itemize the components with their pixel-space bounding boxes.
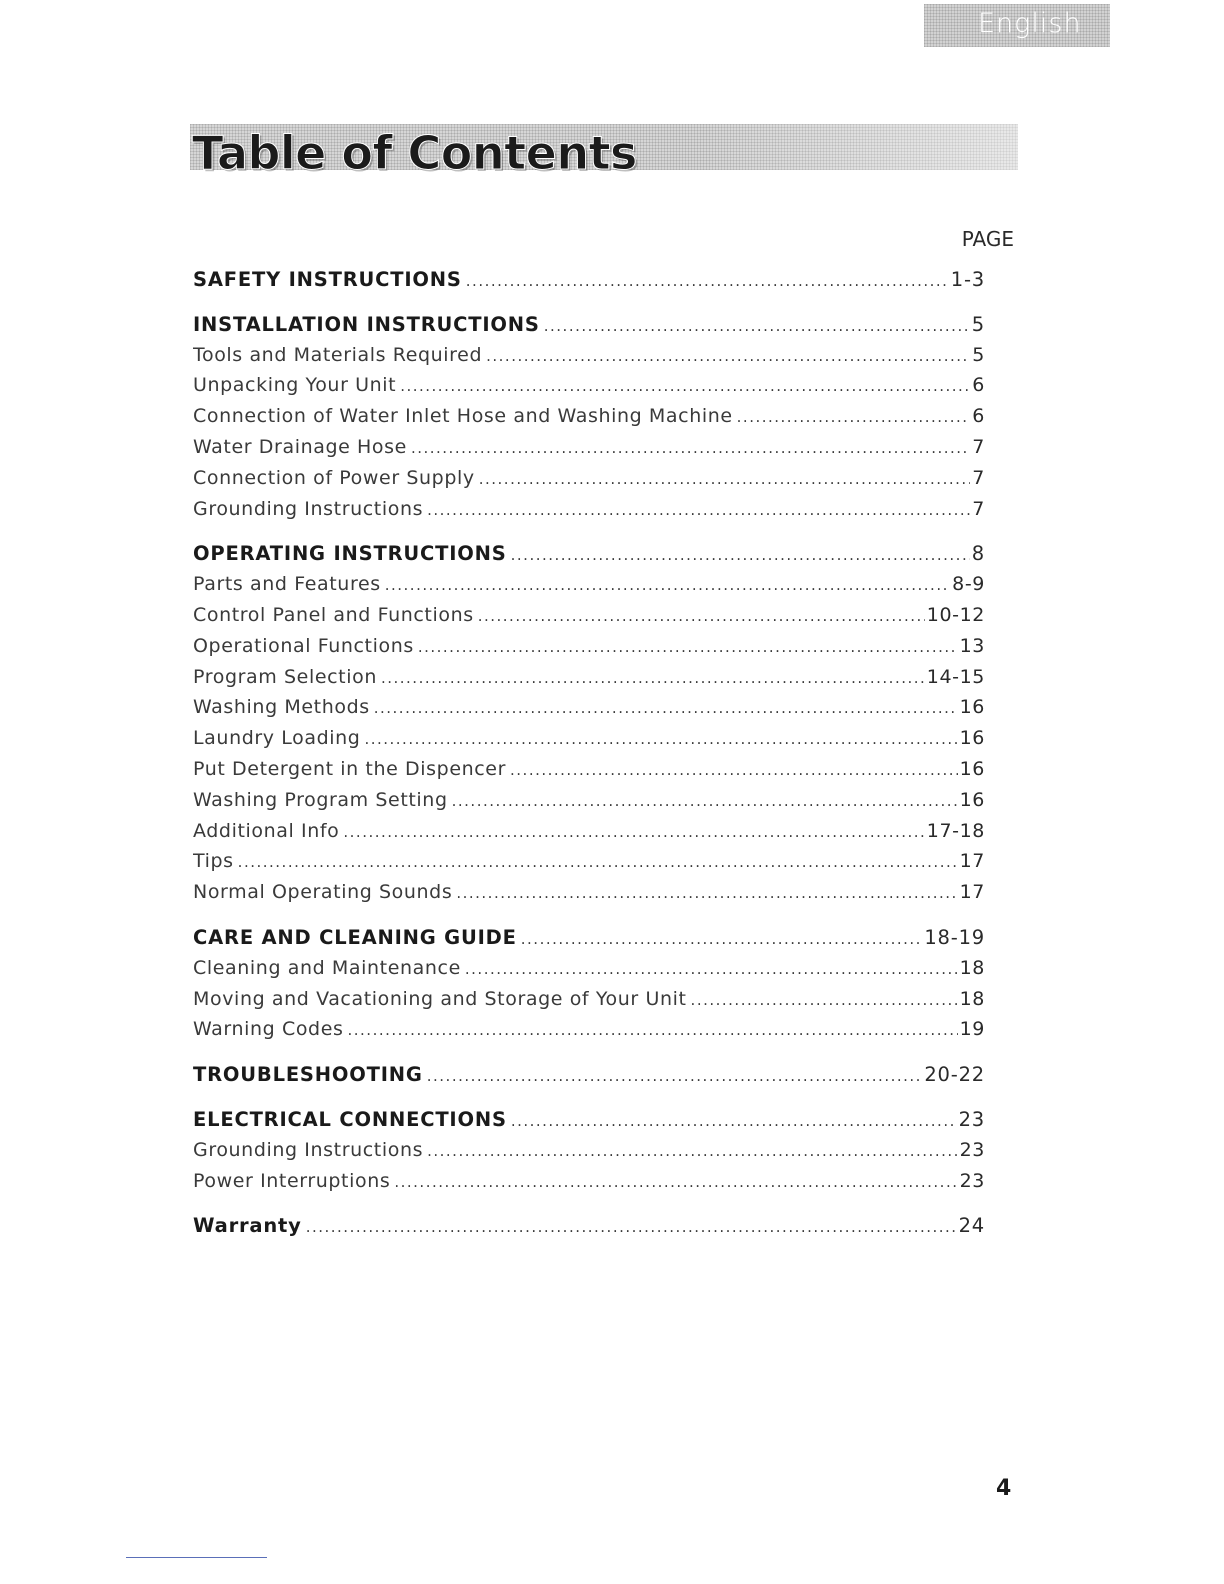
toc-entry	[193, 374, 985, 405]
toc-section-entry	[193, 1063, 985, 1094]
toc-entry-label: Tools and Materials Required	[193, 343, 483, 366]
toc-section-entry	[193, 1214, 985, 1245]
toc-entry-page: 24	[958, 1214, 985, 1238]
toc-entry	[193, 727, 985, 758]
toc-entry-page: 13	[959, 634, 985, 657]
toc-entry-label: INSTALLATION INSTRUCTIONS	[193, 312, 540, 336]
toc-entry-page: 10-12	[926, 603, 985, 626]
toc-entry	[193, 789, 985, 820]
toc-entry-label: Cleaning and Maintenance	[193, 956, 461, 979]
toc-entry-page: 6	[972, 374, 985, 397]
toc-entry	[193, 604, 985, 635]
page-title: Table of Contents	[192, 126, 637, 180]
toc-entry-page: 16	[959, 696, 985, 719]
toc-entry-label: Parts and Features	[193, 573, 381, 596]
dot-leader	[385, 576, 950, 594]
toc-entry-page: 6	[972, 405, 985, 428]
toc-entry-label: Washing Program Setting	[193, 788, 448, 811]
toc-entry	[193, 573, 985, 604]
toc-entry	[193, 635, 985, 666]
toc-entry-page: 8	[971, 542, 985, 566]
toc-entry-label: Washing Methods	[193, 696, 370, 719]
toc-entry-label: Grounding Instructions	[193, 497, 424, 520]
language-label: English	[978, 8, 1082, 39]
toc-entry-page: 23	[958, 1107, 985, 1131]
dot-leader	[427, 1142, 958, 1160]
toc-section-entry	[193, 542, 985, 573]
dot-leader	[691, 991, 958, 1009]
toc-entry-page: 18	[959, 956, 985, 979]
dot-leader	[486, 347, 970, 365]
toc-section-entry	[193, 268, 985, 299]
dot-leader	[452, 792, 958, 810]
toc-entry-page: 7	[972, 466, 985, 489]
toc-entry-label: SAFETY INSTRUCTIONS	[193, 268, 462, 291]
toc-entry-label: TROUBLESHOOTING	[193, 1063, 423, 1087]
toc-entry-label: Connection of Power Supply	[193, 466, 475, 489]
toc-entry	[193, 666, 985, 697]
dot-leader	[427, 1067, 923, 1085]
toc-entry-page: 23	[959, 1169, 985, 1192]
toc-entry	[193, 850, 985, 881]
toc-section-entry	[193, 926, 985, 957]
toc-entry	[193, 467, 985, 498]
dot-leader	[381, 669, 925, 687]
toc-entry-page: 1-3	[950, 268, 985, 291]
toc-entry-label: Warning Codes	[193, 1018, 344, 1041]
toc-entry-label: Water Drainage Hose	[193, 435, 407, 458]
dot-leader	[394, 1173, 957, 1191]
dot-leader	[348, 1021, 958, 1039]
toc-entry-page: 19	[959, 1018, 985, 1041]
page-column-label: PAGE	[961, 227, 1014, 251]
dot-leader	[306, 1218, 957, 1236]
toc-entry-label: OPERATING INSTRUCTIONS	[193, 542, 507, 566]
toc-entry	[193, 1139, 985, 1170]
toc-entry-page: 16	[959, 788, 985, 811]
toc-entry-label: Warranty	[193, 1214, 302, 1238]
dot-leader	[238, 853, 958, 871]
table-of-contents	[193, 268, 985, 1245]
toc-entry-page: 18	[959, 987, 985, 1010]
toc-entry-label: Moving and Vacationing and Storage of Your Unit	[193, 987, 687, 1010]
dot-leader	[343, 823, 924, 841]
toc-entry-label: Tips	[193, 850, 234, 873]
dot-leader	[418, 638, 958, 656]
toc-entry-label: Connection of Water Inlet Hose and Washing Machine	[193, 405, 733, 428]
toc-entry-page: 17	[959, 881, 985, 904]
toc-entry	[193, 436, 985, 467]
dot-leader	[511, 546, 970, 564]
page-number: 4	[996, 1476, 1012, 1501]
dot-leader	[456, 884, 957, 902]
toc-entry-label: CARE AND CLEANING GUIDE	[193, 925, 517, 949]
toc-entry-page: 16	[959, 757, 985, 780]
dot-leader	[411, 439, 970, 457]
toc-entry-label: Unpacking Your Unit	[193, 374, 397, 397]
dot-leader	[466, 272, 949, 290]
toc-section-entry	[193, 1108, 985, 1139]
toc-entry-label: Power Interruptions	[193, 1169, 391, 1192]
toc-entry-page: 23	[959, 1138, 985, 1161]
dot-leader	[737, 408, 971, 426]
toc-entry-label: Grounding Instructions	[193, 1138, 424, 1161]
dot-leader	[511, 1112, 957, 1130]
toc-entry-label: Put Detergent in the Dispencer	[193, 757, 507, 780]
toc-entry-label: ELECTRICAL CONNECTIONS	[193, 1107, 507, 1131]
toc-entry-label: Laundry Loading	[193, 727, 361, 750]
toc-entry-page: 20-22	[924, 1063, 985, 1087]
toc-entry	[193, 1170, 985, 1201]
dot-leader	[364, 730, 957, 748]
toc-section-entry	[193, 313, 985, 344]
toc-entry	[193, 881, 985, 912]
toc-entry-page: 5	[972, 343, 985, 366]
toc-entry-page: 17	[959, 850, 985, 873]
toc-entry-page: 18-19	[924, 925, 985, 949]
toc-entry	[193, 820, 985, 851]
toc-entry	[193, 344, 985, 375]
dot-leader	[465, 960, 958, 978]
toc-entry-page: 17-18	[926, 819, 985, 842]
dot-leader	[510, 761, 958, 779]
toc-entry-page: 16	[959, 727, 985, 750]
dot-leader	[400, 377, 970, 395]
toc-entry-label: Additional Info	[193, 819, 340, 842]
toc-entry-page: 7	[972, 497, 985, 520]
toc-entry-label: Operational Functions	[193, 634, 414, 657]
toc-entry-label: Program Selection	[193, 665, 377, 688]
dot-leader	[479, 470, 971, 488]
toc-entry	[193, 696, 985, 727]
dot-leader	[521, 930, 923, 948]
toc-entry	[193, 498, 985, 529]
toc-entry	[193, 758, 985, 789]
toc-entry-page: 8-9	[952, 573, 985, 596]
dot-leader	[374, 699, 958, 717]
toc-entry-page: 14-15	[926, 665, 985, 688]
toc-entry-page: 7	[972, 435, 985, 458]
toc-entry	[193, 405, 985, 436]
toc-entry-label: Control Panel and Functions	[193, 603, 474, 626]
toc-entry-label: Normal Operating Sounds	[193, 881, 453, 904]
toc-entry	[193, 988, 985, 1019]
toc-entry	[193, 1018, 985, 1049]
dot-leader	[544, 317, 970, 335]
toc-entry-page: 5	[971, 312, 985, 336]
toc-entry	[193, 957, 985, 988]
dot-leader	[427, 501, 970, 519]
dot-leader	[478, 607, 925, 625]
footer-rule	[126, 1557, 267, 1558]
